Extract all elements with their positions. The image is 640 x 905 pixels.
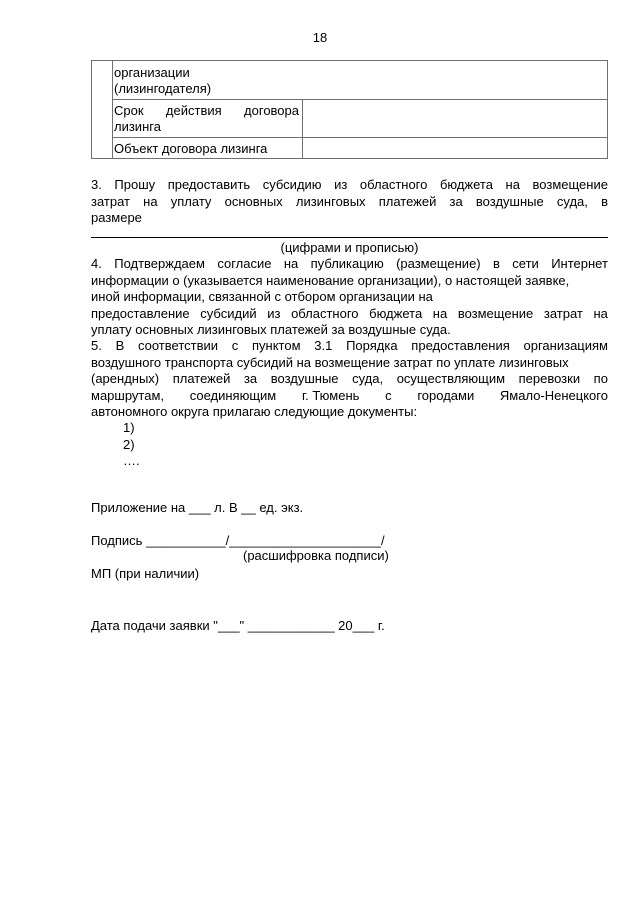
table-divider <box>302 99 303 158</box>
paragraph-3: 3. Прошу предоставить субсидию из областного бюджета на возмещение затрат на уплату основных лизинговых платежей за воздушные суда, в размере <box>91 177 608 225</box>
table-row-divider <box>112 137 607 138</box>
table-divider <box>112 61 113 158</box>
amount-underline <box>91 237 608 238</box>
table-cell-object: Объект договора лизинга <box>114 141 268 156</box>
paragraph-5: 5. В соответствии с пунктом 3.1 Порядка предоставления организациям воздушного транспорта субсидий на возмещение затрат по уплате лизинговых (арендных) платежей за воздушные суда, осуществляющим перевозки по маршрутам, соединяющим г. Тюмень с городами Ямало-Ненецкого автономного округа прилагаю следующие документы: <box>91 338 608 419</box>
lessor-info-table <box>91 60 608 159</box>
list-item: 1) <box>123 420 135 435</box>
page-number: 18 <box>312 30 328 45</box>
table-cell-term: Срок действия договора лизинга <box>114 103 299 134</box>
amount-caption: (цифрами и прописью) <box>280 240 419 255</box>
signature-caption: (расшифровка подписи) <box>243 548 389 563</box>
table-row-divider <box>112 99 607 100</box>
list-item: …. <box>123 453 140 468</box>
list-item: 2) <box>123 437 135 452</box>
attachment-line: Приложение на ___ л. В __ ед. экз. <box>91 500 304 515</box>
paragraph-4: 4. Подтверждаем согласие на публикацию (размещение) в сети Интернет информации о (указывается наименование организации), о настоящей заявке, иной информации, связанной с отбором организации на предоставление субсидий из областного бюджета на возмещение затрат на уплату основных лизинговых платежей за воздушные суда. <box>91 256 608 337</box>
stamp-line: МП (при наличии) <box>91 566 200 581</box>
submission-date-line: Дата подачи заявки "___" ____________ 20___ г. <box>91 618 385 633</box>
signature-line: Подпись ___________/_____________________/ <box>91 533 385 548</box>
table-cell-org: организации (лизингодателя) <box>114 65 212 96</box>
